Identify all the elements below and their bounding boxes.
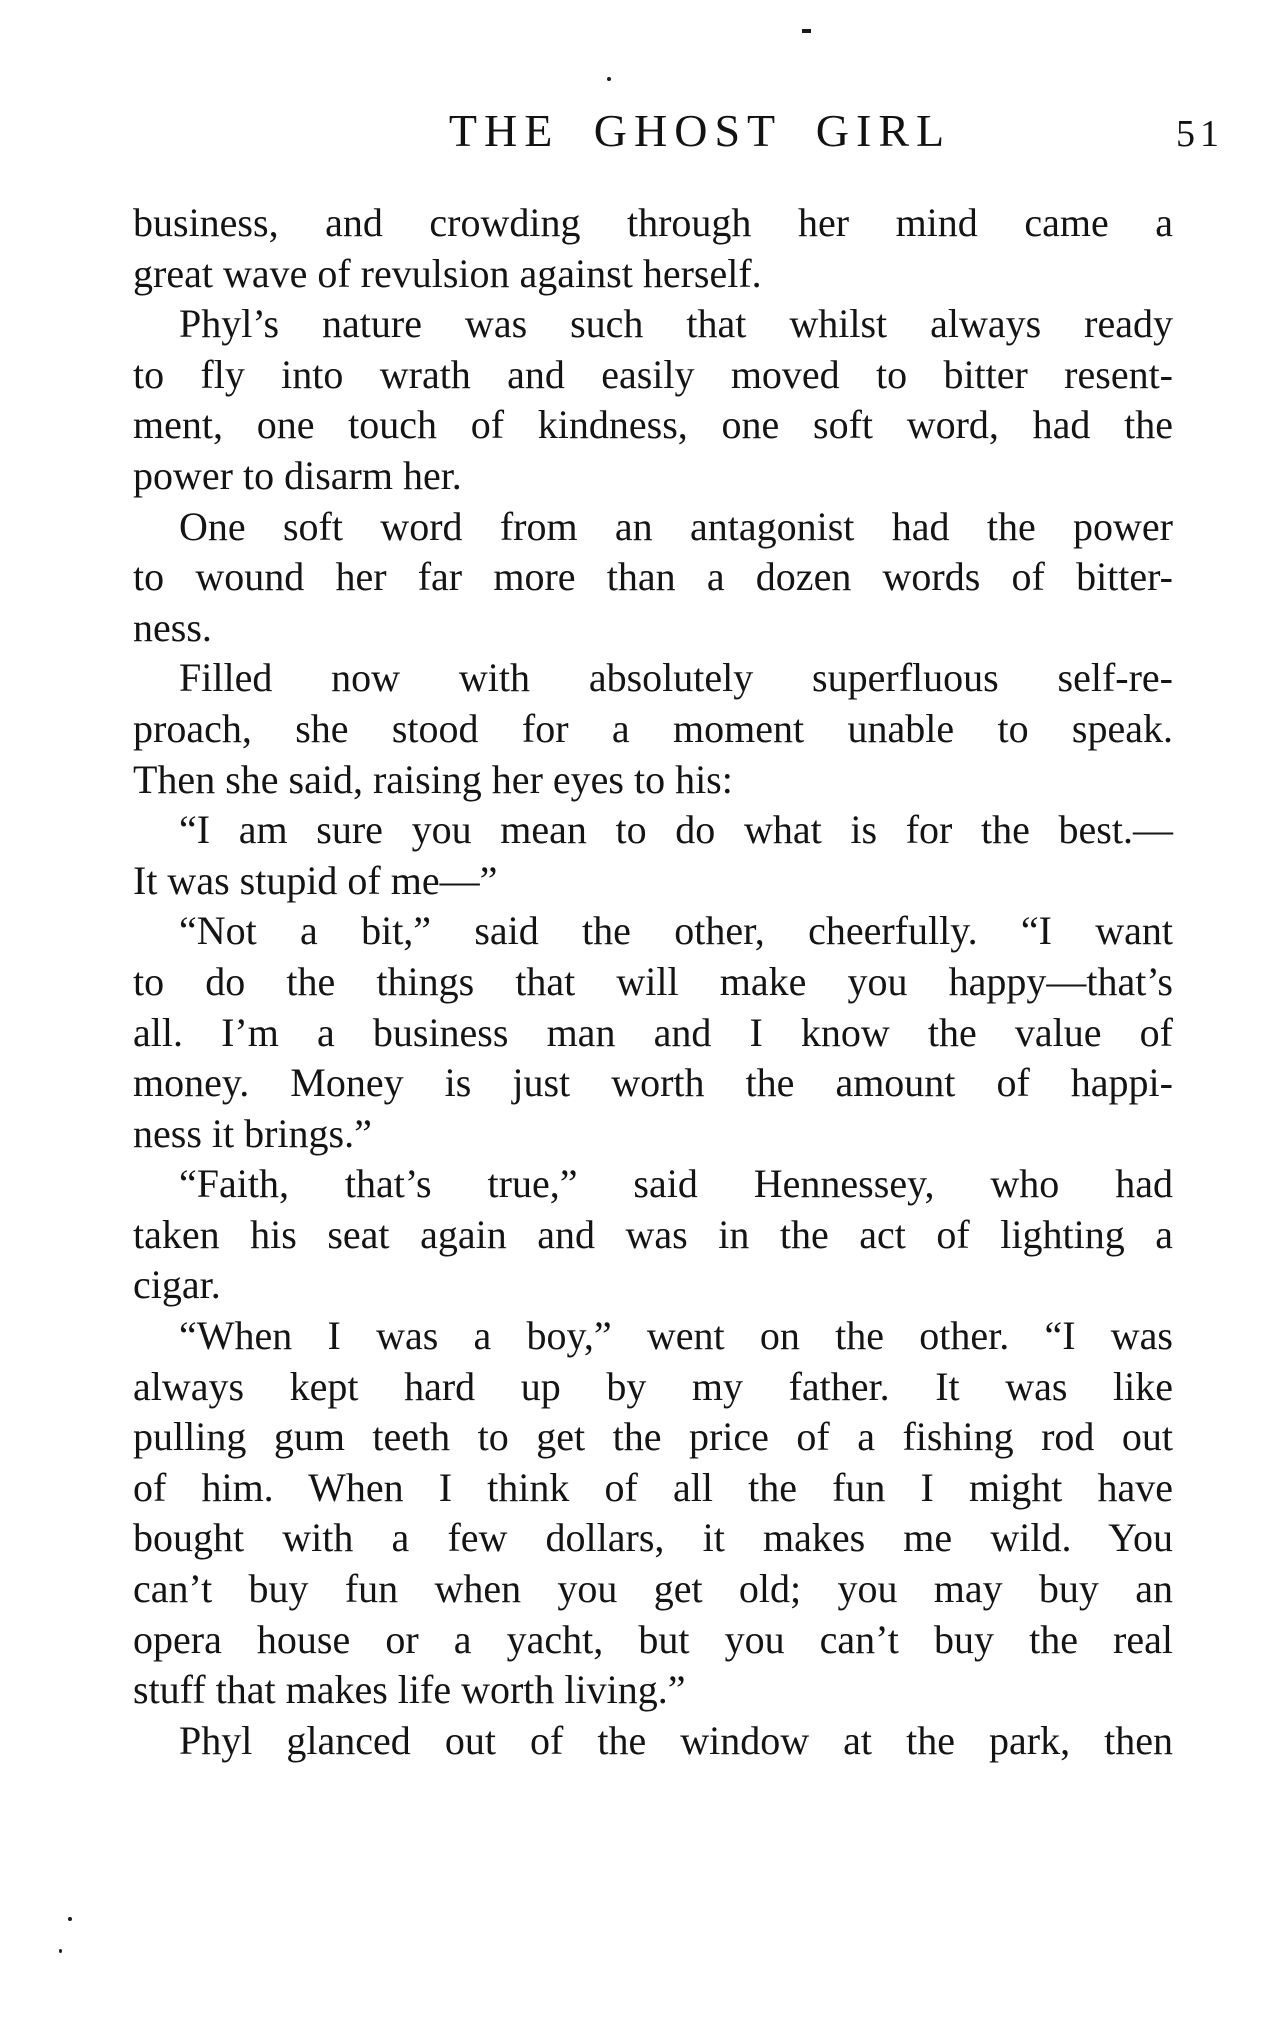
text-line: money. Money is just worth the amount of happi- [133,1060,1173,1106]
text-line: great wave of revulsion against herself. [133,250,762,296]
text-line: bought with a few dollars, it makes me wild. You [133,1515,1173,1561]
text-line: cigar. [133,1262,221,1308]
text-line: One soft word from an antagonist had the power [179,503,1173,549]
text-line: to wound her far more than a dozen words of bitter- [133,554,1173,600]
text-line: ness. [133,604,212,650]
text-line: proach, she stood for a moment unable to speak. [133,705,1173,751]
text-line: pulling gum teeth to get the price of a fishing rod out [133,1414,1173,1460]
text-line: Then she said, raising her eyes to his: [133,756,733,802]
text-line: to fly into wrath and easily moved to bitter resent- [133,351,1173,397]
body-text-block [133,198,1173,1766]
text-line: taken his seat again and was in the act of lighting a [133,1211,1173,1257]
text-line: Filled now with absolutely superfluous self-re- [179,655,1173,701]
text-line: business, and crowding through her mind came a [133,200,1173,245]
text-line: opera house or a yacht, but you can’t buy the real [133,1616,1173,1662]
text-line: “When I was a boy,” went on the other. “I was [179,1313,1173,1359]
text-line: always kept hard up by my father. It was like [133,1363,1173,1409]
text-line: “Faith, that’s true,” said Hennessey, who had [179,1161,1173,1207]
text-line: “I am sure you mean to do what is for the best.— [179,807,1173,853]
text-line: Phyl’s nature was such that whilst always ready [179,301,1173,347]
text-line: of him. When I think of all the fun I might have [133,1464,1173,1510]
text-line: all. I’m a business man and I know the value of [133,1009,1173,1055]
text-line: power to disarm her. [133,452,462,498]
text-line: can’t buy fun when you get old; you may buy an [133,1566,1173,1612]
scan-speck [802,29,811,33]
text-line: “Not a bit,” said the other, cheerfully. “I want [179,908,1173,954]
text-line: ment, one touch of kindness, one soft word, had the [133,402,1173,448]
scan-speck [607,77,611,81]
text-line: ness it brings.” [133,1110,372,1156]
running-header-title: THE GHOST GIRL [448,105,952,156]
scan-speck [68,1917,72,1921]
text-line: It was stupid of me—” [133,857,498,903]
scan-speck [59,1949,62,1953]
text-line: to do the things that will make you happy—that’s [133,958,1173,1004]
page-number: 51 [1176,113,1224,155]
text-line: stuff that makes life worth living.” [133,1667,686,1713]
text-line: Phyl glanced out of the window at the park, then [179,1717,1173,1763]
